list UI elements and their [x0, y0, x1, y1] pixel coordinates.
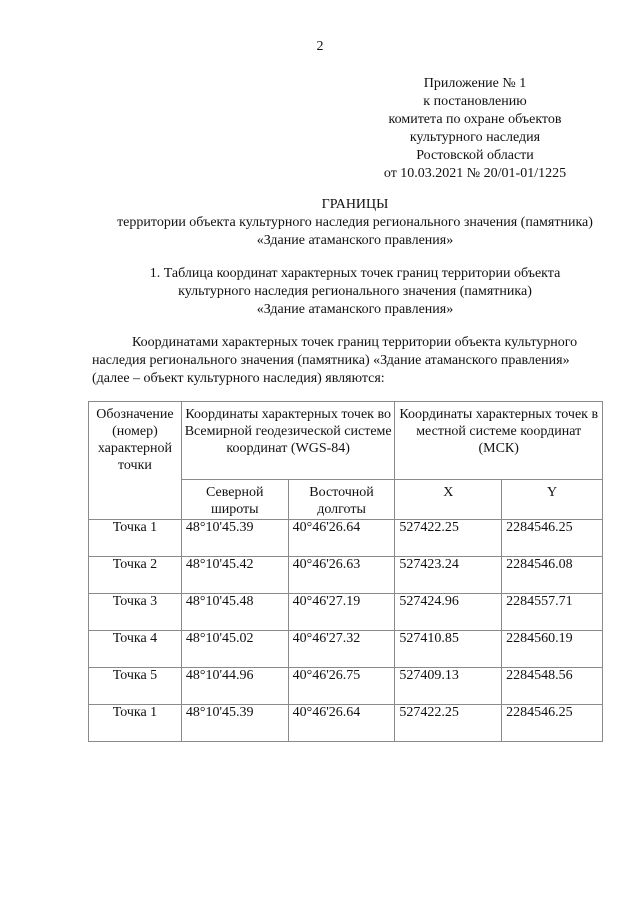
longitude-value: 40°46'26.64	[288, 705, 395, 742]
table-row	[89, 520, 603, 557]
x-value: 527422.25	[395, 705, 502, 742]
table-row	[89, 557, 603, 594]
intro-line: Координатами характерных точек границ территории объекта культурного	[132, 335, 578, 350]
header-east-longitude: Восточной долготы	[288, 480, 395, 520]
header-x: X	[395, 480, 502, 520]
x-value: 527423.24	[395, 557, 502, 594]
longitude-value: 40°46'27.19	[288, 594, 395, 631]
latitude-value: 48°10'45.39	[181, 520, 288, 557]
x-value: 527424.96	[395, 594, 502, 631]
point-name: Точка 4	[89, 631, 182, 668]
point-name: Точка 3	[89, 594, 182, 631]
point-name: Точка 2	[89, 557, 182, 594]
point-name: Точка 1	[89, 705, 182, 742]
latitude-value: 48°10'45.02	[181, 631, 288, 668]
y-value: 2284557.71	[502, 594, 603, 631]
y-value: 2284546.25	[502, 705, 603, 742]
section-line: культурного наследия регионального значения (памятника)	[178, 284, 532, 299]
latitude-value: 48°10'45.48	[181, 594, 288, 631]
longitude-value: 40°46'26.63	[288, 557, 395, 594]
title-line: «Здание атаманского правления»	[256, 233, 454, 248]
latitude-value: 48°10'44.96	[181, 668, 288, 705]
y-value: 2284560.19	[502, 631, 603, 668]
appendix-line: к постановлению	[423, 94, 527, 109]
table-row	[89, 594, 603, 631]
appendix-line: комитета по охране объектов	[388, 112, 562, 127]
header-north-latitude: Северной широты	[181, 480, 288, 520]
appendix-block	[360, 75, 590, 183]
header-point-designation: Обозначение (номер) характерной точки	[89, 402, 182, 520]
appendix-line: от 10.03.2021 № 20/01-01/1225	[383, 166, 567, 181]
section-line: 1. Таблица координат характерных точек границ территории объекта	[149, 266, 561, 281]
intro-line: наследия регионального значения (памятника) «Здание атаманского правления»	[92, 353, 570, 368]
section-title	[0, 265, 640, 319]
appendix-line: Ростовской области	[416, 148, 534, 163]
y-value: 2284548.56	[502, 668, 603, 705]
header-msk-group: Координаты характерных точек в местной системе координат (МСК)	[395, 402, 603, 480]
x-value: 527410.85	[395, 631, 502, 668]
title-line: территории объекта культурного наследия регионального значения (памятника)	[117, 215, 593, 230]
intro-paragraph	[92, 334, 612, 388]
document-title	[0, 196, 640, 250]
x-value: 527422.25	[395, 520, 502, 557]
coordinates-table	[88, 401, 603, 742]
appendix-line: Приложение № 1	[423, 76, 527, 91]
longitude-value: 40°46'26.75	[288, 668, 395, 705]
point-name: Точка 1	[89, 520, 182, 557]
title-heading: ГРАНИЦЫ	[321, 197, 389, 212]
table-row	[89, 631, 603, 668]
x-value: 527409.13	[395, 668, 502, 705]
point-name: Точка 5	[89, 668, 182, 705]
page-number: 2	[316, 39, 324, 54]
longitude-value: 40°46'27.32	[288, 631, 395, 668]
section-line: «Здание атаманского правления»	[256, 302, 454, 317]
header-wgs84-group: Координаты характерных точек во Всемирной геодезической системе координат (WGS-84)	[181, 402, 395, 480]
table-header-row	[89, 402, 603, 480]
longitude-value: 40°46'26.64	[288, 520, 395, 557]
y-value: 2284546.25	[502, 520, 603, 557]
intro-line: (далее – объект культурного наследия) являются:	[92, 371, 385, 386]
latitude-value: 48°10'45.39	[181, 705, 288, 742]
latitude-value: 48°10'45.42	[181, 557, 288, 594]
table-row	[89, 668, 603, 705]
header-y: Y	[502, 480, 603, 520]
table-row	[89, 705, 603, 742]
y-value: 2284546.08	[502, 557, 603, 594]
appendix-line: культурного наследия	[409, 130, 541, 145]
